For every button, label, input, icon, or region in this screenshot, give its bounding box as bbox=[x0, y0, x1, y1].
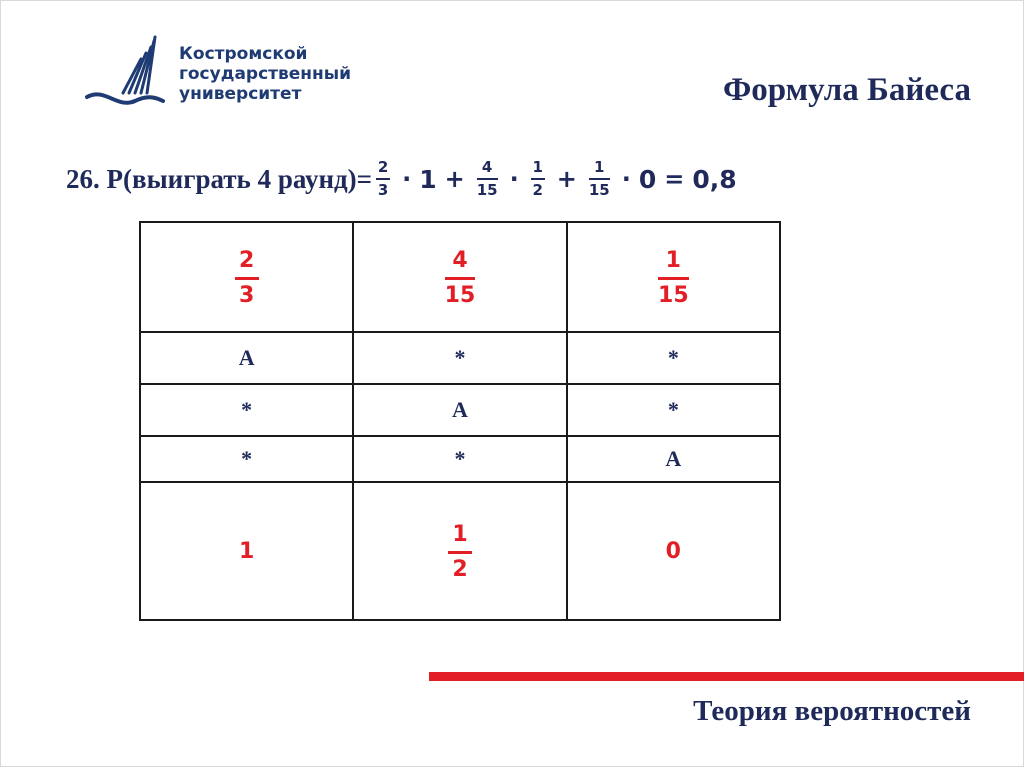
table-cell bbox=[140, 222, 353, 332]
fraction-bar bbox=[658, 277, 689, 280]
fraction-bar bbox=[589, 178, 610, 180]
formula-prefix: 26. P(выиграть 4 раунд)= bbox=[66, 163, 373, 194]
logo-line-2: государственный bbox=[179, 64, 352, 84]
table-cell: А bbox=[353, 384, 566, 436]
fraction-bar bbox=[376, 178, 390, 180]
slide-title: Формула Байеса bbox=[722, 72, 971, 108]
fraction-denominator: 15 bbox=[658, 282, 689, 308]
university-logo bbox=[85, 31, 355, 111]
table-cell bbox=[140, 482, 353, 620]
fraction-numerator: 2 bbox=[377, 158, 389, 176]
table-row bbox=[140, 384, 780, 436]
university-name bbox=[179, 44, 351, 104]
dot-operator: · bbox=[509, 165, 519, 193]
formula-result: 0,8 bbox=[692, 164, 737, 194]
fraction-denominator: 15 bbox=[444, 282, 476, 308]
fraction-numerator: 1 bbox=[594, 158, 605, 176]
formula-fraction-2 bbox=[477, 159, 498, 199]
table-cell bbox=[353, 482, 566, 620]
table-cell bbox=[353, 222, 566, 332]
prior-fraction-1 bbox=[235, 249, 259, 308]
fraction-bar bbox=[235, 277, 259, 280]
fraction-bar bbox=[531, 178, 545, 180]
likelihood-value-1: 1 bbox=[239, 539, 255, 564]
likelihood-fraction-2 bbox=[448, 523, 472, 582]
fraction-denominator: 2 bbox=[532, 181, 543, 199]
fraction-denominator: 2 bbox=[452, 556, 468, 582]
table-cell: * bbox=[140, 384, 353, 436]
fraction-bar bbox=[477, 178, 498, 180]
plus-operator: + bbox=[444, 165, 465, 193]
table-cell: А bbox=[567, 436, 780, 482]
table-cell: * bbox=[353, 332, 566, 384]
footer-course-title: Теория вероятностей bbox=[693, 695, 971, 727]
fraction-denominator: 15 bbox=[476, 181, 498, 199]
dot-operator: · bbox=[621, 165, 631, 193]
formula-multiplier-3: 0 bbox=[638, 164, 657, 194]
fraction-numerator: 1 bbox=[665, 247, 681, 273]
table-cell: * bbox=[567, 384, 780, 436]
table-cell bbox=[567, 482, 780, 620]
formula-multiplier-1: 1 bbox=[419, 164, 437, 194]
fraction-numerator: 4 bbox=[481, 158, 493, 176]
bayes-formula bbox=[66, 147, 737, 211]
footer-accent-line bbox=[429, 672, 1024, 681]
probability-table bbox=[139, 221, 781, 621]
table-cell: * bbox=[567, 332, 780, 384]
fraction-numerator: 1 bbox=[532, 158, 543, 176]
table-cell: А bbox=[140, 332, 353, 384]
table-header-row bbox=[140, 222, 780, 332]
likelihood-value-3: 0 bbox=[665, 539, 681, 564]
formula-fraction-4 bbox=[589, 159, 610, 199]
equals-operator: = bbox=[664, 165, 685, 193]
fraction-numerator: 4 bbox=[452, 247, 468, 273]
plus-operator: + bbox=[556, 165, 577, 193]
fraction-bar bbox=[448, 551, 472, 554]
fraction-numerator: 2 bbox=[239, 247, 255, 273]
logo-line-1: Костромской bbox=[179, 44, 308, 64]
table-cell: * bbox=[353, 436, 566, 482]
fraction-bar bbox=[445, 277, 476, 280]
prior-fraction-3 bbox=[658, 249, 689, 308]
table-footer-row bbox=[140, 482, 780, 620]
table-row bbox=[140, 436, 780, 482]
fraction-denominator: 15 bbox=[588, 181, 610, 199]
dot-operator: · bbox=[402, 165, 412, 193]
logo-line-3: университет bbox=[179, 84, 302, 104]
formula-fraction-3 bbox=[531, 159, 545, 199]
fraction-numerator: 1 bbox=[452, 521, 468, 547]
university-emblem-icon bbox=[85, 31, 175, 111]
formula-fraction-1 bbox=[376, 159, 390, 199]
table-cell: * bbox=[140, 436, 353, 482]
fraction-denominator: 3 bbox=[377, 181, 389, 199]
fraction-denominator: 3 bbox=[239, 282, 255, 308]
table-cell bbox=[567, 222, 780, 332]
prior-fraction-2 bbox=[445, 249, 476, 308]
table-row bbox=[140, 332, 780, 384]
